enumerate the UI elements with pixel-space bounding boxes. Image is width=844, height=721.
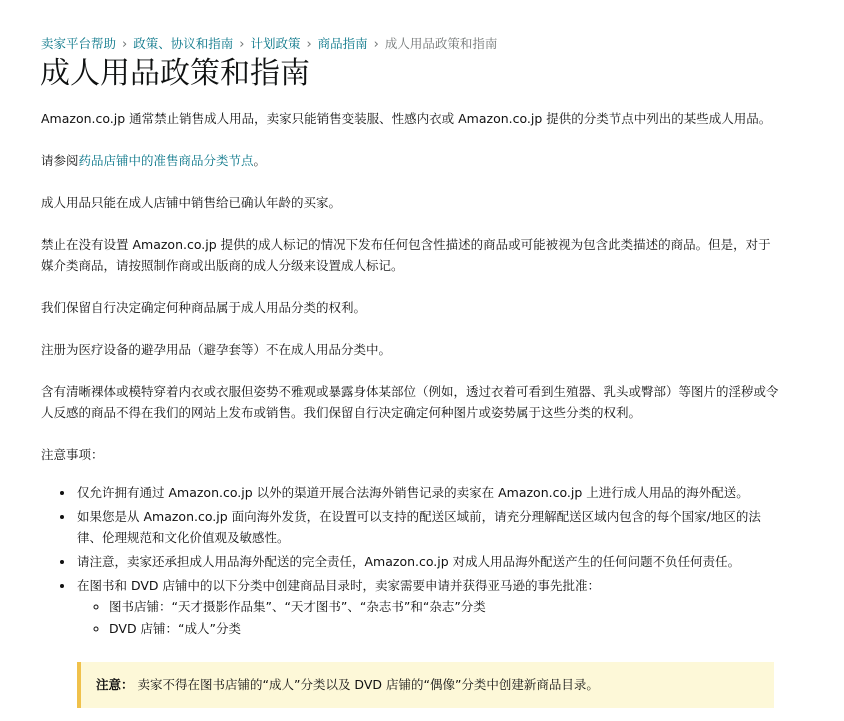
page-title: 成人用品政策和指南: [40, 56, 310, 91]
breadcrumb-link-policies[interactable]: 政策、协议和指南: [133, 36, 234, 51]
sub-list: [77, 596, 781, 640]
paragraph-images: 含有清晰裸体或模特穿着内衣或衣服但姿势不雅观或暴露身体某部位（例如，透过衣着可看到生殖器、乳头或臀部）等图片的淫秽或令人反感的商品不得在我们的网站上发布或销售。我们保留自行决定确定何种图片或姿势属于这些分类的权利。: [41, 384, 779, 420]
chevron-right-icon: ›: [239, 37, 245, 52]
breadcrumb-link-seller-help[interactable]: 卖家平台帮助: [41, 36, 117, 51]
list-item: • 如果您是从 Amazon.co.jp 面向海外发货，在设置可以支持的配送区域前，请充分理解配送区域内包含的每个国家/地区的法律、伦理规范和文化价值观及敏感性。: [75, 506, 781, 548]
notice-box: [77, 662, 774, 708]
notes-heading: 注意事项：: [41, 447, 104, 462]
notice-label: 注意：: [96, 677, 134, 692]
paragraph-contraceptives: 注册为医疗设备的避孕用品（避孕套等）不在成人用品分类中。: [41, 342, 392, 357]
paragraph-rights: 我们保留自行决定确定何种商品属于成人用品分类的权利。: [41, 300, 367, 315]
notes-list: [41, 482, 781, 640]
list-item: • 请注意，卖家还承担成人用品海外配送的完全责任，Amazon.co.jp 对成人用品海外配送产生的任何问题不负任何责任。: [75, 551, 781, 572]
paragraph-adult-flag: 禁止在没有设置 Amazon.co.jp 提供的成人标记的情况下发布任何包含性描述的商品或可能被视为包含此类描述的商品。但是，对于媒介类商品，请按照制作商或出版商的成人分级来设置成人标记。: [41, 237, 771, 273]
intro-paragraph: Amazon.co.jp 通常禁止销售成人用品，卖家只能销售变装服、性感内衣或 Amazon.co.jp 提供的分类节点中列出的某些成人用品。: [41, 111, 772, 126]
list-item: [75, 575, 781, 640]
sub-list-item: ◦ DVD 店铺：“成人”分类: [109, 618, 781, 640]
paragraph-age-verified: 成人用品只能在成人店铺中销售给已确认年龄的买家。: [41, 195, 342, 210]
reference-suffix: 。: [253, 153, 267, 168]
chevron-right-icon: ›: [122, 37, 128, 52]
chevron-right-icon: ›: [306, 37, 312, 52]
article-body: [41, 108, 781, 643]
list-item: • 仅允许拥有通过 Amazon.co.jp 以外的渠道开展合法海外销售记录的卖家在 Amazon.co.jp 上进行成人用品的海外配送。: [75, 482, 781, 503]
breadcrumb: [41, 36, 497, 53]
breadcrumb-current: 成人用品政策和指南: [384, 36, 498, 51]
notice-text: 卖家不得在图书店铺的“成人”分类以及 DVD 店铺的“偶像”分类中创建新商品目录。: [137, 677, 599, 692]
reference-paragraph: [41, 150, 781, 171]
restricted-categories-link[interactable]: 药品店铺中的准售商品分类节点: [78, 153, 254, 168]
breadcrumb-link-program-policies[interactable]: 计划政策: [250, 36, 301, 51]
list-item-text: 在图书和 DVD 店铺中的以下分类中创建商品目录时，卖家需要申请并获得亚马逊的事先批准：: [77, 578, 601, 593]
sub-list-item: ◦ 图书店铺：“天才摄影作品集”、“天才图书”、“杂志书”和“杂志”分类: [109, 596, 781, 618]
chevron-right-icon: ›: [373, 37, 379, 52]
breadcrumb-link-product-guidelines[interactable]: 商品指南: [317, 36, 368, 51]
reference-prefix: 请参阅: [41, 153, 79, 168]
